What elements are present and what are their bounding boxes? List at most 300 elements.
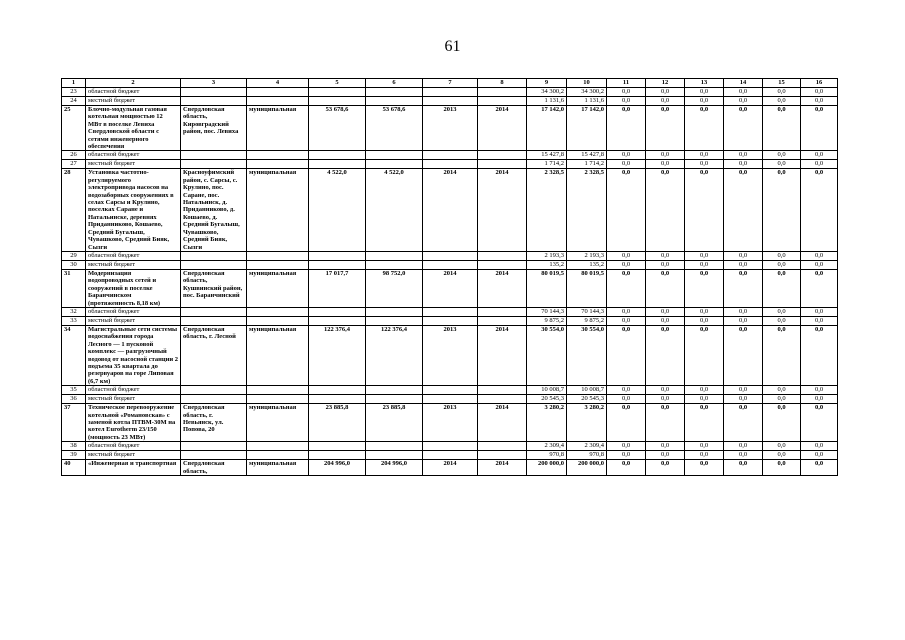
year-funding-cell: 1 714,2 <box>567 160 607 169</box>
row-number-cell: 28 <box>62 169 86 251</box>
empty-cell <box>366 395 423 404</box>
empty-cell <box>478 260 527 269</box>
budget-label-cell: местный бюджет <box>86 395 181 404</box>
budget-label-cell: областной бюджет <box>86 151 181 160</box>
year-funding-cell: 2 328,5 <box>567 169 607 251</box>
budget-label-cell: областной бюджет <box>86 251 181 260</box>
year-value-cell: 0,0 <box>607 386 646 395</box>
total-funding-cell: 10 008,7 <box>527 386 567 395</box>
row-number-cell: 30 <box>62 260 86 269</box>
year-value-cell: 0,0 <box>646 325 685 385</box>
empty-cell <box>181 151 247 160</box>
column-number-cell: 2 <box>86 79 181 88</box>
year-value-cell: 0,0 <box>724 269 763 307</box>
table-body <box>62 79 838 476</box>
year-value-cell: 0,0 <box>646 460 685 476</box>
project-row <box>62 404 838 442</box>
empty-cell <box>423 88 478 97</box>
column-number-cell: 3 <box>181 79 247 88</box>
location-cell: Свердловская область, Кушвинский район, пос. Баранчинский <box>181 269 247 307</box>
year-value-cell: 0,0 <box>724 260 763 269</box>
year-funding-cell: 9 875,2 <box>567 316 607 325</box>
project-name-cell: Блочно-модульная газовая котельная мощностью 12 МВт в поселке Левиха Свердловской области с сетями инженерного обеспечения <box>86 106 181 151</box>
year-funding-cell: 17 142,0 <box>567 106 607 151</box>
total-funding-cell: 1 131,6 <box>527 97 567 106</box>
year-value-cell: 0,0 <box>763 269 801 307</box>
empty-cell <box>181 307 247 316</box>
project-row <box>62 169 838 251</box>
year-value-cell: 0,0 <box>801 106 838 151</box>
empty-cell <box>423 307 478 316</box>
project-name-cell: «Инженерная и транспортная <box>86 460 181 476</box>
row-number-cell: 26 <box>62 151 86 160</box>
empty-cell <box>309 316 366 325</box>
column-number-cell: 5 <box>309 79 366 88</box>
column-number-row <box>62 79 838 88</box>
empty-cell <box>366 251 423 260</box>
year-funding-cell: 70 144,3 <box>567 307 607 316</box>
row-number-cell: 36 <box>62 395 86 404</box>
empty-cell <box>181 88 247 97</box>
column-number-cell: 9 <box>527 79 567 88</box>
end-year-cell: 2014 <box>478 460 527 476</box>
row-number-cell: 24 <box>62 97 86 106</box>
budget-label-cell: областной бюджет <box>86 442 181 451</box>
year-value-cell: 0,0 <box>724 451 763 460</box>
empty-cell <box>423 386 478 395</box>
column-number-cell: 15 <box>763 79 801 88</box>
empty-cell <box>366 442 423 451</box>
empty-cell <box>366 386 423 395</box>
year-funding-cell: 135,2 <box>567 260 607 269</box>
ownership-cell: муниципальная <box>247 404 309 442</box>
year-value-cell: 0,0 <box>724 88 763 97</box>
year-value-cell: 0,0 <box>646 395 685 404</box>
year-value-cell: 0,0 <box>646 404 685 442</box>
empty-cell <box>423 251 478 260</box>
empty-cell <box>478 316 527 325</box>
year-value-cell: 0,0 <box>724 106 763 151</box>
year-value-cell: 0,0 <box>607 251 646 260</box>
row-number-cell: 32 <box>62 307 86 316</box>
location-cell: Свердловская область, Кировградский район, пос. Левиха <box>181 106 247 151</box>
end-year-cell: 2014 <box>478 169 527 251</box>
empty-cell <box>478 160 527 169</box>
start-year-cell: 2014 <box>423 460 478 476</box>
year-value-cell: 0,0 <box>685 404 724 442</box>
total-funding-cell: 2 193,3 <box>527 251 567 260</box>
end-year-cell: 2014 <box>478 325 527 385</box>
year-value-cell: 0,0 <box>607 97 646 106</box>
row-number-cell: 31 <box>62 269 86 307</box>
budget-row <box>62 386 838 395</box>
year-value-cell: 0,0 <box>607 316 646 325</box>
column-number-cell: 12 <box>646 79 685 88</box>
ownership-cell: муниципальная <box>247 460 309 476</box>
year-value-cell: 0,0 <box>685 160 724 169</box>
project-row <box>62 325 838 385</box>
empty-cell <box>478 451 527 460</box>
year-value-cell: 0,0 <box>763 307 801 316</box>
year-value-cell: 0,0 <box>685 97 724 106</box>
project-name-cell: Установка частотно-регулируемого электропривода насосов на водозаборных сооружениях в селах Сарсы и Крулино, поселках Саране и Натальинске, деревнях Приданниково, Кошаево, Средний Бугалыш, Чувашково, Средний Бияк, Сызги <box>86 169 181 251</box>
budget-row <box>62 307 838 316</box>
row-number-cell: 29 <box>62 251 86 260</box>
year-value-cell: 0,0 <box>685 106 724 151</box>
empty-cell <box>423 316 478 325</box>
year-value-cell: 0,0 <box>607 169 646 251</box>
year-value-cell: 0,0 <box>646 386 685 395</box>
row-number-cell: 25 <box>62 106 86 151</box>
empty-cell <box>478 151 527 160</box>
empty-cell <box>181 386 247 395</box>
year-funding-cell: 34 300,2 <box>567 88 607 97</box>
empty-cell <box>366 260 423 269</box>
empty-cell <box>247 451 309 460</box>
year-value-cell: 0,0 <box>646 97 685 106</box>
empty-cell <box>181 251 247 260</box>
empty-cell <box>366 88 423 97</box>
year-value-cell: 0,0 <box>607 325 646 385</box>
empty-cell <box>366 451 423 460</box>
ownership-cell: муниципальная <box>247 325 309 385</box>
year-value-cell: 0,0 <box>724 325 763 385</box>
page-number: 61 <box>444 38 461 55</box>
empty-cell <box>247 395 309 404</box>
empty-cell <box>366 316 423 325</box>
total-funding-cell: 20 545,3 <box>527 395 567 404</box>
empty-cell <box>309 151 366 160</box>
start-year-cell: 2013 <box>423 325 478 385</box>
empty-cell <box>366 160 423 169</box>
year-value-cell: 0,0 <box>763 386 801 395</box>
total-funding-cell: 17 142,0 <box>527 106 567 151</box>
total-funding-cell: 3 280,2 <box>527 404 567 442</box>
year-value-cell: 0,0 <box>607 442 646 451</box>
empty-cell <box>309 442 366 451</box>
year-value-cell: 0,0 <box>763 260 801 269</box>
empty-cell <box>366 97 423 106</box>
year-value-cell: 0,0 <box>763 88 801 97</box>
year-value-cell: 0,0 <box>685 442 724 451</box>
empty-cell <box>478 386 527 395</box>
estimated-cost-cell: 17 017,7 <box>309 269 366 307</box>
year-value-cell: 0,0 <box>724 97 763 106</box>
estimated-cost-cell: 23 885,8 <box>309 404 366 442</box>
year-value-cell: 0,0 <box>801 88 838 97</box>
budget-row <box>62 251 838 260</box>
empty-cell <box>478 88 527 97</box>
empty-cell <box>309 307 366 316</box>
year-value-cell: 0,0 <box>763 460 801 476</box>
start-year-cell: 2014 <box>423 169 478 251</box>
row-number-cell: 27 <box>62 160 86 169</box>
year-value-cell: 0,0 <box>646 316 685 325</box>
year-value-cell: 0,0 <box>724 251 763 260</box>
empty-cell <box>366 307 423 316</box>
budget-row <box>62 395 838 404</box>
budget-label-cell: областной бюджет <box>86 307 181 316</box>
empty-cell <box>309 160 366 169</box>
year-value-cell: 0,0 <box>685 88 724 97</box>
year-funding-cell: 1 131,6 <box>567 97 607 106</box>
year-value-cell: 0,0 <box>685 260 724 269</box>
total-funding-cell: 34 300,2 <box>527 88 567 97</box>
empty-cell <box>423 451 478 460</box>
project-name-cell: Техническое перевооружение котельной «Романовская» с заменой котла ПТВМ-30М на котел Eurotherm 23/150 (мощность 23 МВт) <box>86 404 181 442</box>
year-value-cell: 0,0 <box>685 395 724 404</box>
row-number-cell: 23 <box>62 88 86 97</box>
row-number-cell: 37 <box>62 404 86 442</box>
year-value-cell: 0,0 <box>646 106 685 151</box>
year-value-cell: 0,0 <box>763 169 801 251</box>
year-value-cell: 0,0 <box>607 260 646 269</box>
empty-cell <box>423 260 478 269</box>
year-value-cell: 0,0 <box>607 307 646 316</box>
empty-cell <box>247 386 309 395</box>
estimated-cost-cell: 204 996,0 <box>309 460 366 476</box>
ownership-cell: муниципальная <box>247 106 309 151</box>
year-value-cell: 0,0 <box>607 160 646 169</box>
total-funding-cell: 2 328,5 <box>527 169 567 251</box>
remaining-cost-cell: 204 996,0 <box>366 460 423 476</box>
budget-row <box>62 97 838 106</box>
column-number-cell: 10 <box>567 79 607 88</box>
year-value-cell: 0,0 <box>801 325 838 385</box>
total-funding-cell: 15 427,8 <box>527 151 567 160</box>
budget-label-cell: местный бюджет <box>86 97 181 106</box>
year-value-cell: 0,0 <box>724 160 763 169</box>
empty-cell <box>478 442 527 451</box>
year-value-cell: 0,0 <box>801 260 838 269</box>
empty-cell <box>309 386 366 395</box>
year-value-cell: 0,0 <box>646 88 685 97</box>
year-value-cell: 0,0 <box>801 442 838 451</box>
year-value-cell: 0,0 <box>763 442 801 451</box>
budget-row <box>62 88 838 97</box>
empty-cell <box>309 395 366 404</box>
location-cell: Свердловская область, <box>181 460 247 476</box>
year-funding-cell: 200 000,0 <box>567 460 607 476</box>
empty-cell <box>309 251 366 260</box>
start-year-cell: 2013 <box>423 106 478 151</box>
remaining-cost-cell: 122 376,4 <box>366 325 423 385</box>
empty-cell <box>423 442 478 451</box>
year-value-cell: 0,0 <box>801 97 838 106</box>
year-value-cell: 0,0 <box>607 451 646 460</box>
empty-cell <box>247 88 309 97</box>
empty-cell <box>366 151 423 160</box>
empty-cell <box>247 260 309 269</box>
year-value-cell: 0,0 <box>607 404 646 442</box>
year-value-cell: 0,0 <box>801 386 838 395</box>
year-value-cell: 0,0 <box>801 460 838 476</box>
year-funding-cell: 20 545,3 <box>567 395 607 404</box>
year-value-cell: 0,0 <box>801 269 838 307</box>
empty-cell <box>181 442 247 451</box>
estimated-cost-cell: 53 678,6 <box>309 106 366 151</box>
year-value-cell: 0,0 <box>724 316 763 325</box>
empty-cell <box>181 160 247 169</box>
empty-cell <box>181 451 247 460</box>
budget-row <box>62 442 838 451</box>
year-value-cell: 0,0 <box>801 451 838 460</box>
column-number-cell: 16 <box>801 79 838 88</box>
year-value-cell: 0,0 <box>763 151 801 160</box>
remaining-cost-cell: 53 678,6 <box>366 106 423 151</box>
location-cell: Свердловская область, г. Лесной <box>181 325 247 385</box>
year-value-cell: 0,0 <box>646 269 685 307</box>
location-cell: Красноуфимский район, с. Сарсы, с. Крулино, пос. Саране, пос. Натальинск, д. Приданниково, д. Кошаево, д. Средний Бугалыш, Чувашково, Средний Бияк, Сызги <box>181 169 247 251</box>
year-value-cell: 0,0 <box>646 260 685 269</box>
total-funding-cell: 2 309,4 <box>527 442 567 451</box>
ownership-cell: муниципальная <box>247 269 309 307</box>
column-number-cell: 14 <box>724 79 763 88</box>
empty-cell <box>423 97 478 106</box>
year-value-cell: 0,0 <box>763 451 801 460</box>
year-value-cell: 0,0 <box>763 395 801 404</box>
empty-cell <box>181 395 247 404</box>
year-value-cell: 0,0 <box>801 395 838 404</box>
total-funding-cell: 135,2 <box>527 260 567 269</box>
year-value-cell: 0,0 <box>724 460 763 476</box>
year-value-cell: 0,0 <box>685 460 724 476</box>
budget-row <box>62 451 838 460</box>
empty-cell <box>309 260 366 269</box>
year-value-cell: 0,0 <box>724 151 763 160</box>
column-number-cell: 7 <box>423 79 478 88</box>
row-number-cell: 33 <box>62 316 86 325</box>
estimated-cost-cell: 122 376,4 <box>309 325 366 385</box>
year-value-cell: 0,0 <box>801 160 838 169</box>
empty-cell <box>309 88 366 97</box>
year-value-cell: 0,0 <box>607 269 646 307</box>
year-funding-cell: 3 280,2 <box>567 404 607 442</box>
year-value-cell: 0,0 <box>685 269 724 307</box>
total-funding-cell: 1 714,2 <box>527 160 567 169</box>
column-number-cell: 11 <box>607 79 646 88</box>
year-value-cell: 0,0 <box>763 325 801 385</box>
year-value-cell: 0,0 <box>763 404 801 442</box>
total-funding-cell: 70 144,3 <box>527 307 567 316</box>
empty-cell <box>181 316 247 325</box>
empty-cell <box>247 97 309 106</box>
empty-cell <box>478 97 527 106</box>
empty-cell <box>478 395 527 404</box>
empty-cell <box>309 451 366 460</box>
total-funding-cell: 200 000,0 <box>527 460 567 476</box>
empty-cell <box>247 251 309 260</box>
row-number-cell: 39 <box>62 451 86 460</box>
project-row <box>62 460 838 476</box>
total-funding-cell: 30 554,0 <box>527 325 567 385</box>
empty-cell <box>478 251 527 260</box>
project-name-cell: Магистральные сети системы водоснабжения города Лесного — 1 пусковой комплекс — разгрузочный водовод от насосной станции 2 подъема 35 квартала до резервуаров на горе Липовая (6,7 км) <box>86 325 181 385</box>
column-number-cell: 6 <box>366 79 423 88</box>
year-funding-cell: 80 019,5 <box>567 269 607 307</box>
year-value-cell: 0,0 <box>801 169 838 251</box>
year-value-cell: 0,0 <box>724 395 763 404</box>
year-value-cell: 0,0 <box>646 451 685 460</box>
budget-row <box>62 316 838 325</box>
end-year-cell: 2014 <box>478 404 527 442</box>
empty-cell <box>247 151 309 160</box>
empty-cell <box>247 316 309 325</box>
year-value-cell: 0,0 <box>607 106 646 151</box>
year-value-cell: 0,0 <box>685 325 724 385</box>
remaining-cost-cell: 4 522,0 <box>366 169 423 251</box>
year-value-cell: 0,0 <box>685 151 724 160</box>
budget-label-cell: местный бюджет <box>86 260 181 269</box>
budget-label-cell: областной бюджет <box>86 88 181 97</box>
year-value-cell: 0,0 <box>646 151 685 160</box>
project-row <box>62 106 838 151</box>
budget-label-cell: областной бюджет <box>86 386 181 395</box>
year-value-cell: 0,0 <box>801 404 838 442</box>
year-funding-cell: 2 309,4 <box>567 442 607 451</box>
empty-cell <box>181 97 247 106</box>
year-value-cell: 0,0 <box>685 386 724 395</box>
estimated-cost-cell: 4 522,0 <box>309 169 366 251</box>
ownership-cell: муниципальная <box>247 169 309 251</box>
budget-row <box>62 260 838 269</box>
total-funding-cell: 9 875,2 <box>527 316 567 325</box>
budget-label-cell: местный бюджет <box>86 451 181 460</box>
year-value-cell: 0,0 <box>763 106 801 151</box>
row-number-cell: 38 <box>62 442 86 451</box>
year-value-cell: 0,0 <box>646 169 685 251</box>
location-cell: Свердловская область, г. Невьянск, ул. Попова, 20 <box>181 404 247 442</box>
year-value-cell: 0,0 <box>724 307 763 316</box>
year-value-cell: 0,0 <box>685 251 724 260</box>
empty-cell <box>478 307 527 316</box>
year-value-cell: 0,0 <box>801 251 838 260</box>
budget-row <box>62 151 838 160</box>
year-value-cell: 0,0 <box>685 316 724 325</box>
year-value-cell: 0,0 <box>801 151 838 160</box>
row-number-cell: 34 <box>62 325 86 385</box>
year-value-cell: 0,0 <box>763 97 801 106</box>
year-value-cell: 0,0 <box>646 251 685 260</box>
column-number-cell: 4 <box>247 79 309 88</box>
start-year-cell: 2013 <box>423 404 478 442</box>
start-year-cell: 2014 <box>423 269 478 307</box>
year-value-cell: 0,0 <box>607 151 646 160</box>
budget-label-cell: местный бюджет <box>86 316 181 325</box>
year-funding-cell: 10 008,7 <box>567 386 607 395</box>
empty-cell <box>309 97 366 106</box>
project-name-cell: Модернизация водопроводных сетей и сооружений в поселке Баранчинском (протяженность 8,18 км) <box>86 269 181 307</box>
year-value-cell: 0,0 <box>724 442 763 451</box>
column-number-cell: 1 <box>62 79 86 88</box>
budget-row <box>62 160 838 169</box>
year-value-cell: 0,0 <box>801 316 838 325</box>
year-value-cell: 0,0 <box>724 169 763 251</box>
empty-cell <box>247 442 309 451</box>
budget-label-cell: местный бюджет <box>86 160 181 169</box>
empty-cell <box>247 307 309 316</box>
year-value-cell: 0,0 <box>646 160 685 169</box>
empty-cell <box>423 160 478 169</box>
year-value-cell: 0,0 <box>724 386 763 395</box>
empty-cell <box>247 160 309 169</box>
year-funding-cell: 970,8 <box>567 451 607 460</box>
total-funding-cell: 80 019,5 <box>527 269 567 307</box>
column-number-cell: 8 <box>478 79 527 88</box>
year-value-cell: 0,0 <box>685 169 724 251</box>
row-number-cell: 40 <box>62 460 86 476</box>
end-year-cell: 2014 <box>478 269 527 307</box>
